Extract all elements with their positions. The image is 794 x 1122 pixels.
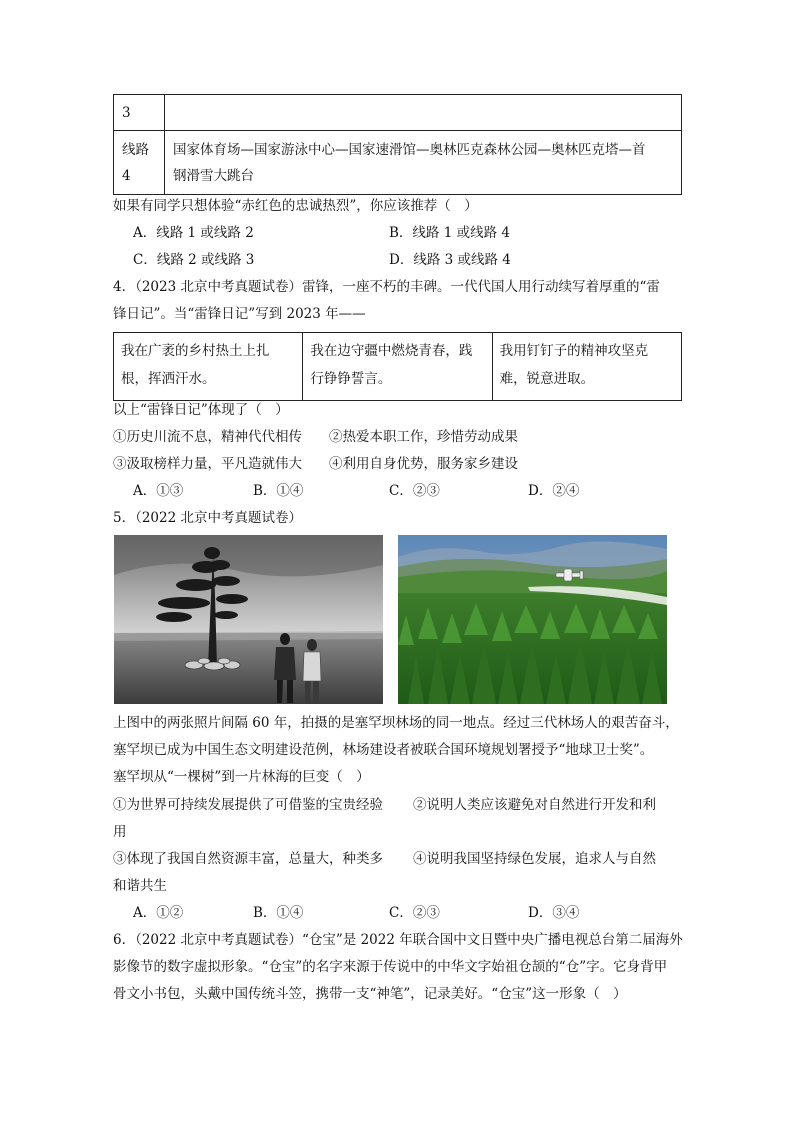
q4-option-d[interactable]: D．②④: [528, 483, 580, 499]
q5-paragraph-line: 上图中的两张照片间隔 60 年，拍摄的是塞罕坝林场的同一地点。经过三代林场人的艰苦奋斗，: [113, 715, 679, 731]
q3-option-a[interactable]: A．线路 1 或线路 2: [133, 225, 254, 241]
q6-intro-line: 影像节的数字虚拟形象。“仓宝”的名字来源于传说中的中华文字始祖仓颉的“仓”字。它身背甲: [113, 959, 668, 975]
q3-stem: 如果有同学只想体验“赤红色的忠诚热烈”，你应该推荐（ ）: [113, 198, 478, 214]
q4-item-2: ②热爱本职工作，珍惜劳动成果: [329, 429, 518, 445]
route-number-label: 线路: [122, 141, 149, 158]
old-lone-tree-image: [114, 535, 383, 704]
q4-intro-line: 4．（2023 北京中考真题试卷）雷锋，一座不朽的丰碑。一代代国人用行动续写着厚重的“雷: [113, 279, 660, 295]
route-description-cell: [165, 131, 682, 195]
route-description-cell: [165, 95, 682, 131]
route-description-line: 钢滑雪大跳台: [173, 167, 254, 184]
q3-option-b[interactable]: B．线路 1 或线路 4: [389, 225, 510, 241]
q4-stem: 以上“雷锋日记”体现了（ ）: [113, 402, 289, 418]
forest-sea-image: [398, 535, 667, 704]
table-row: [114, 131, 682, 195]
q6-intro-line: 骨文小书包，头戴中国传统斗笠，携带一支“神笔”，记录美好。“仓宝”这一形象（ ）: [113, 986, 627, 1002]
q4-item-1: ①历史川流不息，精神代代相传: [113, 429, 302, 445]
route-table: [113, 94, 682, 195]
q5-option-b[interactable]: B．①④: [253, 905, 304, 921]
q5-item-2: ②说明人类应该避免对自然进行开发和利: [413, 797, 656, 813]
q5-item-4-continued: 和谐共生: [113, 878, 167, 894]
q3-option-c[interactable]: C．线路 2 或线路 3: [133, 252, 255, 268]
q5-item-4: ④说明我国坚持绿色发展，追求人与自然: [413, 851, 656, 867]
route-number-cell: 3: [114, 95, 165, 131]
diary-table: [113, 332, 682, 401]
q6-intro-line: 6．（2022 北京中考真题试卷）“仓宝”是 2022 年联合国中文日暨中央广播电视总台第二届海外: [113, 932, 683, 948]
table-row: [114, 95, 682, 131]
q4-option-b[interactable]: B．①④: [253, 483, 304, 499]
q4-option-c[interactable]: C．②③: [389, 483, 440, 499]
q4-item-4: ④利用自身优势，服务家乡建设: [329, 456, 518, 472]
q4-intro-line: 锋日记”。当“雷锋日记”写到 2023 年——: [113, 306, 366, 322]
q5-stem: 塞罕坝从“一棵树”到一片林海的巨变（ ）: [113, 769, 370, 785]
diary-cell: 我在广袤的乡村热土上扎根，挥洒汗水。: [114, 333, 303, 401]
diary-cell: 我用钉钉子的精神攻坚克难，锐意进取。: [492, 333, 681, 401]
q3-option-d[interactable]: D．线路 3 或线路 4: [389, 252, 511, 268]
q5-option-c[interactable]: C．②③: [389, 905, 440, 921]
route-number-value: 4: [122, 167, 131, 184]
table-row: [114, 333, 682, 401]
q4-option-a[interactable]: A．①③: [133, 483, 184, 499]
q5-item-3: ③体现了我国自然资源丰富，总量大，种类多: [113, 851, 383, 867]
diary-cell: 我在边守疆中燃烧青春，践行铮铮誓言。: [303, 333, 492, 401]
old-lone-tree-photo: [114, 535, 383, 704]
route-description-line: 国家体育场—国家游泳中心—国家速滑馆—奥林匹克森林公园—奥林匹克塔—首: [173, 141, 646, 158]
q5-paragraph-line: 塞罕坝已成为中国生态文明建设范例，林场建设者被联合国环境规划署授予“地球卫士奖”。: [113, 742, 654, 758]
q5-option-d[interactable]: D．③④: [528, 905, 580, 921]
q5-option-a[interactable]: A．①②: [133, 905, 184, 921]
forest-sea-photo: [398, 535, 667, 704]
q5-item-1: ①为世界可持续发展提供了可借鉴的宝贵经验: [113, 797, 383, 813]
q5-header: 5．（2022 北京中考真题试卷）: [113, 510, 302, 526]
q5-item-2-continued: 用: [113, 824, 127, 840]
q4-item-3: ③汲取榜样力量，平凡造就伟大: [113, 456, 302, 472]
route-number-cell: [114, 131, 165, 195]
